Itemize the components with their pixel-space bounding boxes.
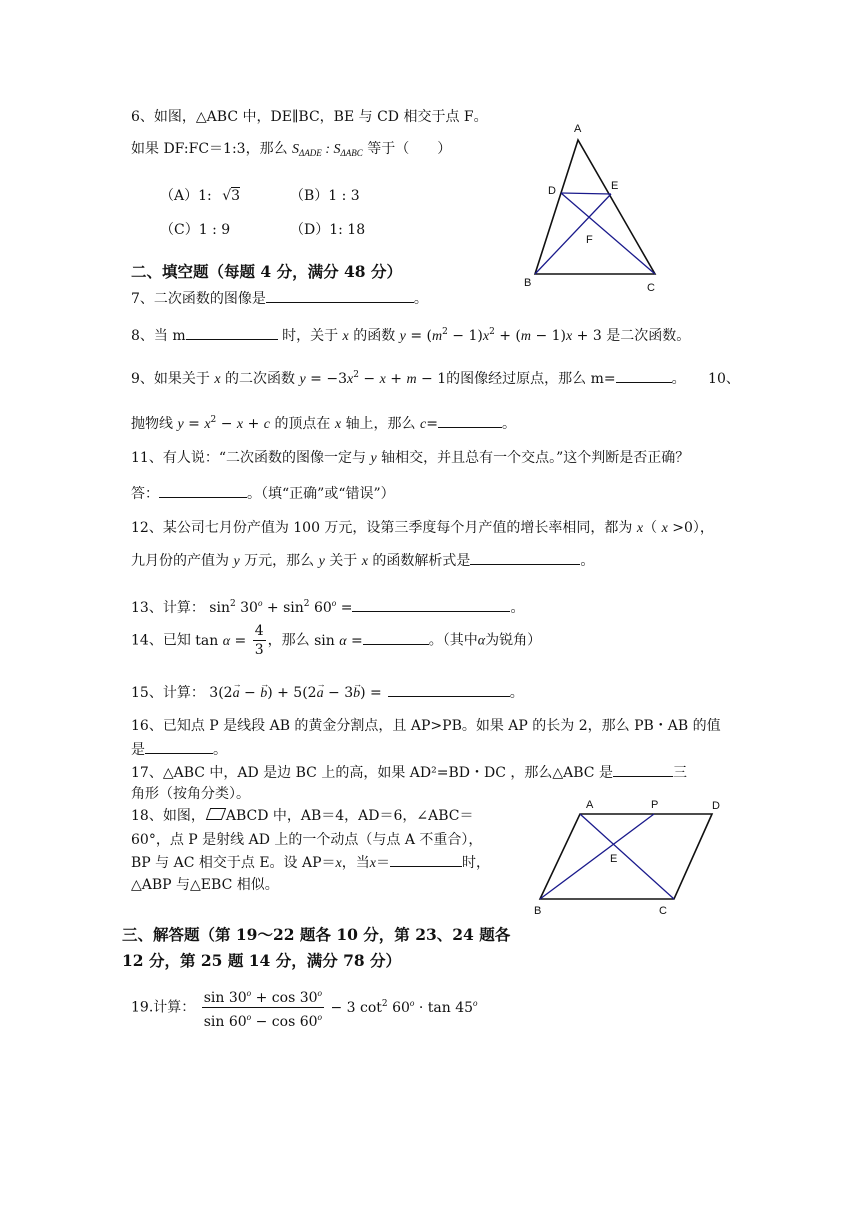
q7-blank <box>266 288 414 303</box>
q9-end: 。 <box>671 371 686 387</box>
q13-expression: $\sin^2 30^o + \sin^2 60^o$ = <box>209 598 353 616</box>
q8: 8、当 m 时，关于 x 的函数 $y = (m^2 - 1)x^2 + (m - 1)x + 3$ 是二次函数。 <box>131 327 691 344</box>
segment-cd <box>561 193 655 274</box>
q18-line3-d: 时， <box>461 855 490 871</box>
q7: 7、二次函数的图像是 。 <box>131 288 428 309</box>
q18-line3-c: ＝ <box>375 855 390 871</box>
q15-blank <box>388 682 510 697</box>
q18-line3: BP 与 AC 相交于点 E。设 AP＝x，当x＝ 时， <box>131 852 490 874</box>
label-b: B <box>524 277 532 289</box>
q19-fraction: $\frac{\sin 30^o + \cos 30^o}{\sin 60^o - \cos 60^o}$ <box>202 984 324 1031</box>
q16-line1: 16、已知点 P 是线段 AB 的黄金分割点，且 AP>PB。如果 AP 的长为 2，那么 PB・AB 的值 <box>131 718 721 734</box>
q13 <box>131 593 524 618</box>
q18-line1-b: ABCD 中，AB＝4，AD＝6，∠ABC＝ <box>225 808 474 824</box>
q17-line2: 角形（按角分类）。 <box>131 786 250 802</box>
q6-option-a <box>160 186 240 206</box>
label-c: C <box>659 905 667 917</box>
q6-stem-line2 <box>131 139 451 163</box>
q17-line1 <box>131 762 687 783</box>
q18-blank <box>390 852 462 867</box>
q6-area-ratio: $S_{\Delta ADE}$ : $S_{\Delta ABC}$ <box>292 142 363 158</box>
triangle-abc <box>535 140 655 274</box>
section-2-title: 二、填空题（每题 4 分，满分 48 分） <box>131 262 402 281</box>
q16-line2 <box>131 739 227 760</box>
q11-line2 <box>131 483 395 504</box>
q17-blank <box>613 762 673 777</box>
segment-ac <box>580 814 674 899</box>
q12-paren-open: （ <box>643 520 658 536</box>
segment-bp <box>540 814 654 899</box>
q14-suffix: 。（其中 <box>428 632 478 649</box>
q14-blank <box>363 630 429 645</box>
parallelogram-abcd <box>540 814 712 899</box>
label-a: A <box>574 123 582 135</box>
q13-blank <box>352 597 510 612</box>
q15-end: 。 <box>509 685 524 701</box>
q12-paren-close: >0）， <box>672 520 714 536</box>
q14-fraction: $\frac{4}{3}$ <box>254 623 264 658</box>
q8-suffix: 是二次函数。 <box>606 328 691 344</box>
segment-de <box>561 193 611 194</box>
q9-blank <box>616 368 672 383</box>
q16-line2-text: 是 <box>131 742 145 758</box>
q12-line2-c: 关于 <box>329 553 358 569</box>
q18-line4: △ABP 与△EBC 相似。 <box>131 877 279 893</box>
q19-tail: − 3 $\cot^2 60^o \cdot \tan 45^o$ <box>330 997 478 1016</box>
label-p: P <box>651 799 659 811</box>
label-d: D <box>548 185 556 197</box>
section-3-title-line1: 三、解答题（第 19～22 题各 10 分，第 23、24 题各 <box>122 925 511 944</box>
label-b: B <box>534 905 542 917</box>
q6-option-c: （C）1 : 9 <box>160 222 231 238</box>
q12-line1-text: 12、某公司七月份产值为 100 万元，设第三季度每个月产值的增长率相同，都为 <box>131 520 633 536</box>
segment-be <box>535 194 611 274</box>
q6-option-d: （D）1: 18 <box>290 222 366 238</box>
q15-prefix: 15、计算： <box>131 685 205 701</box>
section-3-title-line2: 12 分，第 25 题 14 分，满分 78 分） <box>122 951 402 970</box>
q19-prefix: 19.计算： <box>131 999 196 1016</box>
sqrt-radicand: 3 <box>231 188 241 204</box>
q12-line2: 九月份的产值为 y 万元，那么 y 关于 x 的函数解析式是 。 <box>131 550 594 572</box>
q18-parallelogram-figure <box>528 795 733 920</box>
label-f: F <box>586 234 593 246</box>
q8-mid: 时，关于 <box>282 328 339 344</box>
q6-stem2-prefix: 如果 DF:FC＝1:3，那么 <box>131 141 288 157</box>
q10-blank <box>438 413 502 428</box>
q7-text: 7、二次函数的图像是 <box>131 291 266 307</box>
q12-line2-b: 万元，那么 <box>244 553 315 569</box>
q14-mid: ，那么 <box>267 632 310 649</box>
q8-mid2: 的函数 <box>353 328 396 344</box>
parallelogram-symbol <box>206 808 226 820</box>
q6-stem2-suffix: 等于（ ） <box>367 141 452 157</box>
q18-line1 <box>131 806 474 826</box>
q14: 14、已知 tan α = $\frac{4}{3}$ ，那么 sin α = 。（其中α为锐角） <box>131 623 542 658</box>
q10-mid: 的顶点在 <box>274 416 331 432</box>
q11-line1-text: 11、有人说：“二次函数的图像一定与 <box>131 450 366 466</box>
q10-number: 10、 <box>708 371 740 387</box>
q8-prefix: 8、当 m <box>131 328 186 344</box>
q16-end: 。 <box>213 742 227 758</box>
q9: 9、如果关于 x 的二次函数 $y = -3x^2 - x + m - 1$的图像经过原点，那么 m= 。 10、 <box>131 370 740 387</box>
q10-prefix: 抛物线 <box>131 416 173 432</box>
label-e: E <box>610 853 618 865</box>
q10-mid2: 轴上，那么 <box>345 416 416 432</box>
q12-line2-d: 的函数解析式是 <box>372 553 471 569</box>
q9-function: y <box>299 372 306 387</box>
q19 <box>131 984 478 1031</box>
q9-mid2: 的图像经过原点，那么 m= <box>446 371 616 387</box>
q8-function: y <box>399 329 406 344</box>
q6-stem: 6、如图，△ABC 中，DE∥BC，BE 与 CD 相交于点 F。 <box>131 109 488 125</box>
q14-suffix2: 为锐角） <box>485 632 542 649</box>
q12-line1: 12、某公司七月份产值为 100 万元，设第三季度每个月产值的增长率相同，都为 x（ x >0）， <box>131 520 714 536</box>
q9-mid: 的二次函数 <box>225 371 296 387</box>
q6-option-b: （B）1 : 3 <box>290 188 360 204</box>
q10: 抛物线 $y = x^2 - x + c$ 的顶点在 x 轴上，那么 c= 。 <box>131 415 516 432</box>
q10-function: y <box>177 417 184 432</box>
q9-prefix: 9、如果关于 <box>131 371 210 387</box>
sqrt-symbol: √3 <box>222 188 241 204</box>
q13-end: 。 <box>510 600 525 616</box>
q18-line2: 60°，点 P 是射线 AD 上的一个动点（与点 A 不重合）， <box>131 832 483 848</box>
q14-tan: tan α = <box>195 632 251 649</box>
q11-line1-rest: 轴相交，并且总有一个交点。”这个判断是否正确？ <box>381 450 690 466</box>
q18-line1-text: 18、如图， <box>131 808 205 824</box>
q11-answer-prefix: 答： <box>131 486 159 502</box>
q17-line1-end: 三 <box>672 765 687 781</box>
q11-answer-suffix: 。（填“正确”或“错误”） <box>247 486 395 502</box>
q11-line1: 11、有人说：“二次函数的图像一定与 y 轴相交，并且总有一个交点。”这个判断是否正确？ <box>131 450 690 466</box>
label-d: D <box>712 800 720 812</box>
q14-sin: sin α = <box>314 632 363 649</box>
label-c: C <box>647 282 655 293</box>
q6-option-a-label: （A）1: <box>160 188 212 204</box>
q16-blank <box>145 739 213 754</box>
q15-expression: 3(2→ a − → b) + 5(2→ a − 3→ b) = <box>209 685 382 701</box>
q12-blank <box>470 550 580 565</box>
q11-blank <box>159 483 247 498</box>
q15 <box>131 682 524 704</box>
q14-prefix: 14、已知 <box>131 632 191 649</box>
q10-end: 。 <box>501 416 516 432</box>
label-e: E <box>611 180 619 192</box>
q12-line2-text: 九月份的产值为 <box>131 553 229 569</box>
q6-triangle-figure <box>515 118 665 293</box>
q13-prefix: 13、计算： <box>131 600 205 616</box>
q18-line3-b: ，当 <box>341 855 370 871</box>
label-a: A <box>586 799 594 811</box>
q18-line3-a: BP 与 AC 相交于点 E。设 AP＝ <box>131 855 336 871</box>
q17-line1-text: 17、△ABC 中，AD 是边 BC 上的高，如果 AD²=BD・DC ，那么△ABC 是 <box>131 765 613 781</box>
q8-blank <box>186 325 278 340</box>
q12-end: 。 <box>580 553 595 569</box>
